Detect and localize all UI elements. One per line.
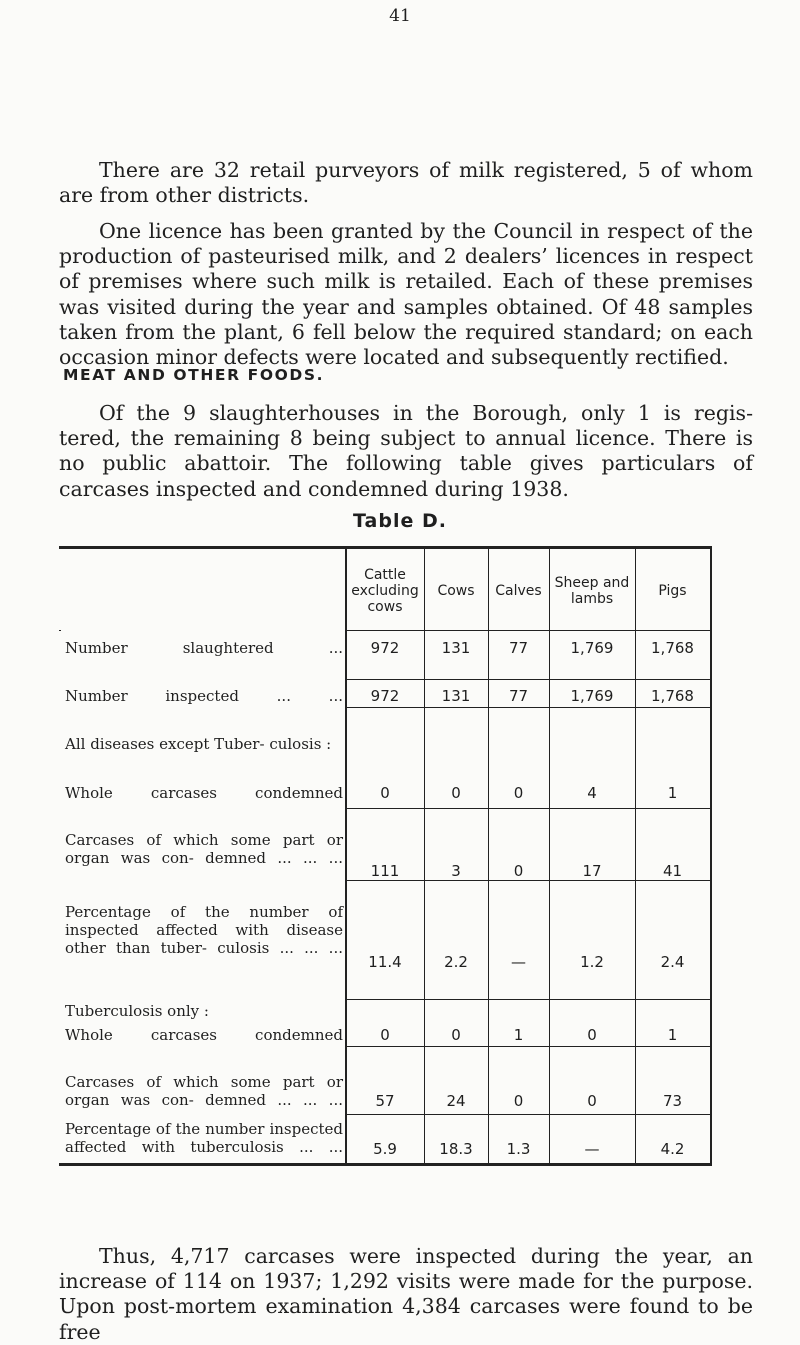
table-cell: — (511, 953, 526, 971)
table-cell: 1,768 (651, 687, 694, 705)
paragraph-slaughterhouses: Of the 9 slaughterhouses in the Borough, only 1 is regis- tered, the remaining 8 being subject to annual licence. There is no public abattoir. The following table gives particulars of carcases inspected and condemned during 1938. (59, 401, 753, 501)
carcases-table (59, 546, 712, 1166)
row-rule (345, 630, 712, 631)
table-cell: 0 (513, 862, 524, 880)
table-cell: 73 (662, 1092, 683, 1110)
paragraph-milk-purveyors: There are 32 retail purveyors of milk registered, 5 of whom are from other districts. (59, 158, 753, 208)
table-cell: 3 (451, 862, 461, 880)
table-cell: 972 (370, 639, 400, 657)
table-cell: 1.2 (580, 953, 604, 971)
row-label-text: Percentage of the number inspected affected with tuberculosis ... ... (65, 1120, 343, 1156)
group-label-all-diseases (65, 735, 343, 753)
table-cell: 111 (370, 862, 400, 880)
row-rule (345, 1046, 712, 1047)
table-cell: 4.2 (660, 1140, 685, 1158)
table-cell: 0 (587, 1092, 597, 1110)
row-label-text: Number slaughtered ... (65, 639, 343, 657)
table-cell: 41 (662, 862, 683, 880)
table-cell: 77 (508, 639, 529, 657)
table-cell: 4 (587, 784, 597, 802)
row-rule (345, 1114, 712, 1115)
row-label-tb-part-condemned (65, 1073, 343, 1109)
row-rule (345, 707, 712, 708)
page-number: 41 (389, 6, 411, 26)
column-header-cattle: Cattle excluding cows (351, 567, 419, 615)
paragraph-pasteurised-milk: One licence has been granted by the Council in respect of the production of pasteurised milk, and 2 dealers’ licences in respect of premises where such milk is retailed. Each of these premises was visited during the year and samples obtained. Of 48 samples taken from the plant, 6 fell below the required standard; on each occasion minor defects were located and subsequently rectified. (59, 219, 753, 370)
table-cell: 24 (446, 1092, 466, 1110)
table-bottom-rule (59, 1163, 712, 1166)
group-label-tuberculosis (65, 1002, 343, 1020)
row-label-percentage-disease (65, 903, 343, 957)
group-label-text: All diseases except Tuber- culosis : (65, 735, 332, 753)
table-cell: 57 (375, 1092, 395, 1110)
table-title: Table D. (353, 510, 447, 532)
row-rule (59, 630, 61, 631)
row-rule (345, 999, 712, 1000)
table-cell: 17 (582, 862, 602, 880)
row-label-tb-percentage (65, 1120, 343, 1156)
table-cell: 1 (513, 1026, 524, 1044)
row-label-text: Number inspected ... ... (65, 687, 343, 705)
row-label-text: Carcases of which some part or organ was con- demned ... ... ... (65, 831, 343, 867)
table-cell: 77 (508, 687, 529, 705)
table-cell: 11.4 (368, 953, 402, 971)
paragraph-carcases-summary: Thus, 4,717 carcases were inspected during the year, an increase of 114 on 1937; 1,292 visits were made for the purpose. Upon post-mortem examination 4,384 carcases were found to be free (59, 1244, 753, 1344)
row-rule (345, 808, 712, 809)
table-cell: 0 (513, 1092, 524, 1110)
column-header-sheep: Sheep and lambs (554, 575, 630, 607)
row-label-number-inspected (65, 687, 343, 705)
section-heading: MEAT AND OTHER FOODS. (63, 366, 325, 384)
table-cell: 0 (451, 784, 461, 802)
table-cell: 18.3 (439, 1140, 473, 1158)
table-cell: 2.2 (444, 953, 468, 971)
row-label-text: Whole carcases condemned (65, 1026, 343, 1044)
table-cell: — (584, 1140, 600, 1158)
table-cell: 1 (667, 1026, 678, 1044)
table-cell: 1,768 (651, 639, 694, 657)
table-top-rule (59, 546, 712, 549)
row-label-whole-condemned (65, 784, 343, 802)
table-cell: 1,769 (570, 687, 614, 705)
table-cell: 2.4 (660, 953, 685, 971)
column-header-pigs: Pigs (658, 583, 687, 599)
row-label-tb-whole-condemned (65, 1026, 343, 1044)
table-cell: 1,769 (570, 639, 614, 657)
row-label-text: Carcases of which some part or organ was con- demned ... ... ... (65, 1073, 343, 1109)
table-cell: 0 (380, 784, 390, 802)
row-label-part-condemned (65, 831, 343, 867)
table-cell: 131 (441, 639, 471, 657)
table-cell: 0 (380, 1026, 390, 1044)
row-rule (345, 679, 712, 680)
row-label-text: Whole carcases condemned (65, 784, 343, 802)
row-label-number-slaughtered (65, 639, 343, 657)
table-cell: 1 (667, 784, 678, 802)
column-header-cows: Cows (437, 583, 475, 599)
table-cell: 0 (513, 784, 524, 802)
row-label-text: Percentage of the number of inspected affected with disease other than tuber- culosis ... ... ... (65, 903, 343, 957)
group-label-text: Tuberculosis only : (65, 1002, 209, 1020)
table-cell: 0 (587, 1026, 597, 1044)
table-cell: 1.3 (506, 1140, 531, 1158)
column-header-calves: Calves (495, 583, 542, 599)
row-rule (345, 880, 712, 881)
table-cell: 972 (370, 687, 400, 705)
table-right-rule (710, 546, 712, 1166)
table-cell: 131 (441, 687, 471, 705)
table-cell: 0 (451, 1026, 461, 1044)
table-cell: 5.9 (373, 1140, 397, 1158)
